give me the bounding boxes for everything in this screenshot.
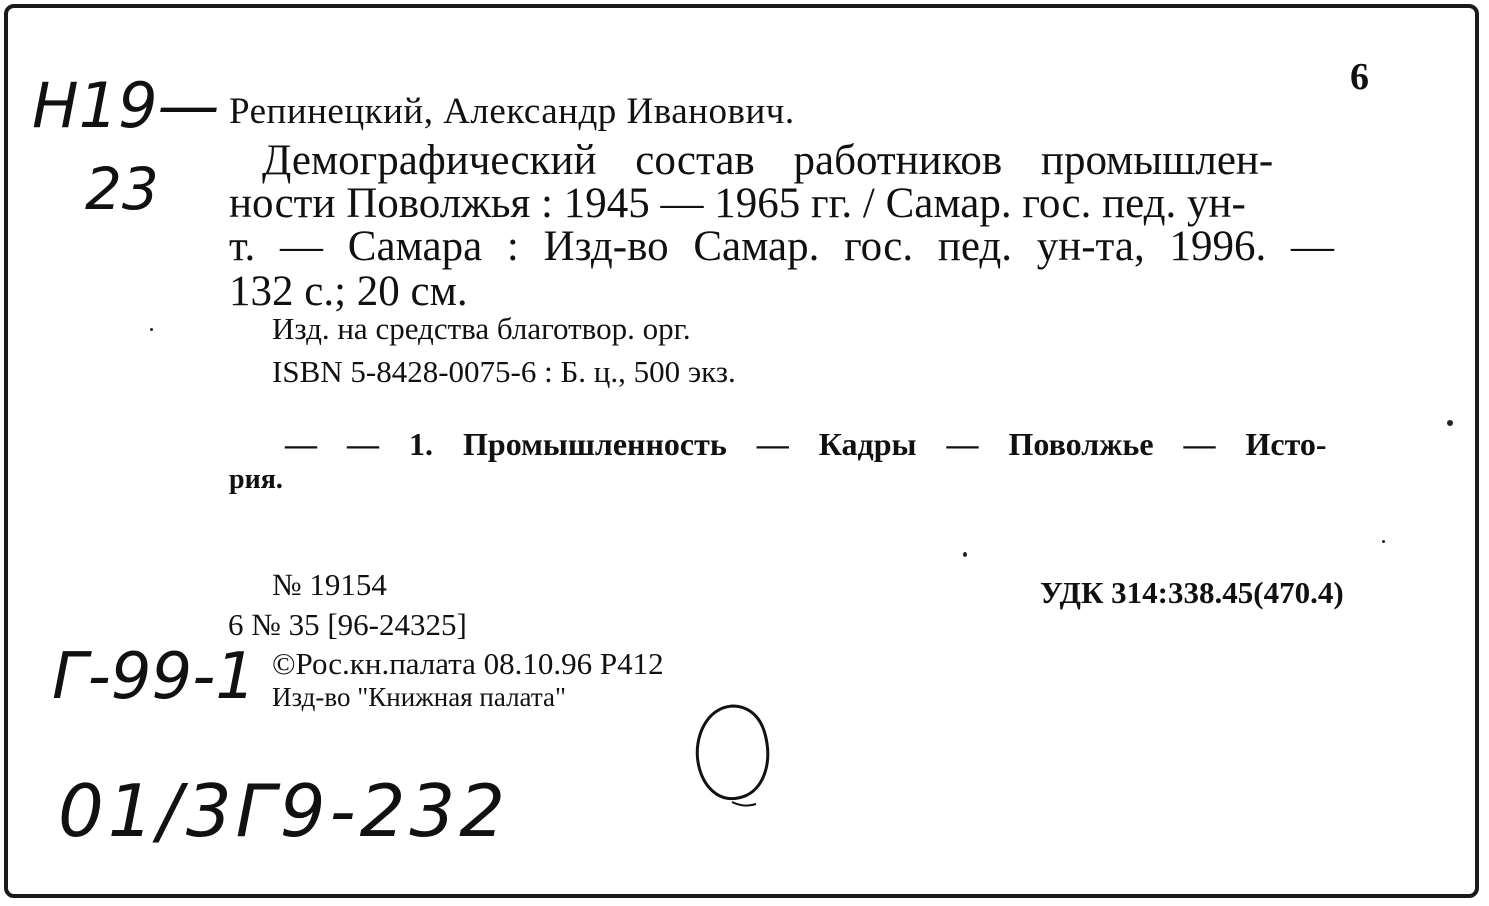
record-number-2: 6 № 35 [96-24325] (228, 607, 467, 642)
title-line-4: 132 с.; 20 см. (229, 268, 468, 315)
title-line-2: ности Поволжья : 1945 — 1965 гг. / Самар. гос. пед. ун- (229, 180, 1246, 227)
subject-line-2: рия. (229, 464, 283, 495)
ink-speck (1447, 420, 1453, 426)
record-number-1: № 19154 (272, 567, 387, 602)
handwritten-shelf-mark-top: Н19— (32, 69, 220, 142)
isbn-note: ISBN 5-8428-0075-6 : Б. ц., 500 экз. (272, 354, 736, 389)
title-line-3: т. — Самара : Изд-во Самар. гос. пед. ун-та, 1996. — (229, 223, 1334, 270)
copyright-line: ©Рос.кн.палата 08.10.96 Р412 (272, 646, 664, 681)
funding-note: Изд. на средства благотвор. орг. (272, 311, 691, 346)
page-number: 6 (1350, 56, 1369, 98)
subject-line-1: — — 1. Промышленность — Кадры — Поволжье — Исто- (285, 426, 1327, 462)
author-heading: Репинецкий, Александр Иванович. (229, 91, 795, 132)
ink-speck (150, 328, 153, 331)
handwritten-shelf-mark-bottom: 23 (85, 155, 159, 223)
publisher-line: Изд-во "Книжная палата" (272, 682, 566, 712)
handwritten-code-bottom: 01/3Г9-232 (58, 769, 510, 853)
ink-speck (963, 552, 967, 557)
title-line-1: Демографический состав работников промышлен- (262, 137, 1274, 184)
handwritten-circle-mark (692, 700, 774, 808)
ink-speck (1382, 540, 1385, 543)
handwritten-code-middle: Г-99-1 (52, 640, 256, 714)
udk-code: УДК 314:338.45(470.4) (1040, 575, 1344, 610)
